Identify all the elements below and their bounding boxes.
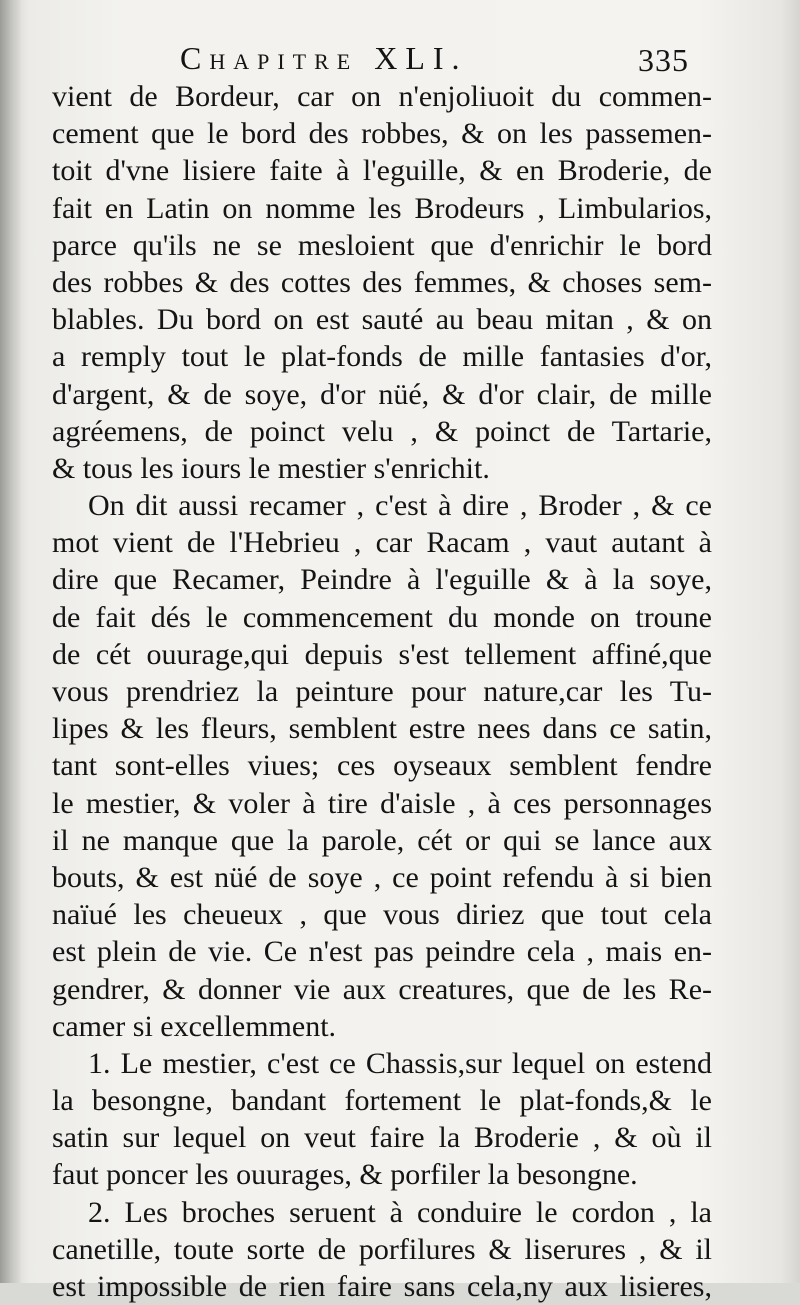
text-line: bouts, & est nüé de soye , ce point refendu à si bien (52, 860, 712, 894)
text-line: faut poncer les ouurages, & porfiler la besongne. (52, 1158, 638, 1192)
text-line: & tous les iours le mestier s'enrichit. (52, 451, 490, 485)
text-line: 2. Les broches seruent à conduire le cordon , la (88, 1195, 712, 1229)
text-line: toit d'vne lisiere faite à l'eguille, & en Broderie, de (52, 154, 712, 188)
text-line: des robbes & des cottes des femmes, & choses sem- (52, 265, 712, 299)
text-line: il ne manque que la parole, cét or qui se lance aux (52, 823, 712, 857)
page-number: 335 (638, 42, 689, 78)
running-head: Chapitre XLI. (180, 40, 468, 76)
text-line: gendrer, & donner vie aux creatures, que de les Re- (52, 972, 712, 1006)
text-line: canetille, toute sorte de porfilures & liserures , & il (52, 1232, 712, 1266)
text-line: de fait dés le commencement du monde on troune (52, 600, 712, 634)
text-line: est plein de vie. Ce n'est pas peindre cela , mais en- (52, 935, 712, 969)
text-line: parce qu'ils ne se mesloient que d'enrichir le bord (52, 228, 712, 262)
text-line: a remply tout le plat-fonds de mille fantasies d'or, (52, 340, 712, 374)
text-line: agréemens, de poinct velu , & poinct de Tartarie, (52, 414, 712, 448)
text-line: vous prendriez la peinture pour nature,car les Tu- (52, 675, 712, 708)
text-line: 1. Le mestier, c'est ce Chassis,sur lequel on estend (88, 1046, 712, 1080)
text-line: vient de Bordeur, car on n'enjoliuoit du commen- (52, 80, 712, 113)
text-line: satin sur lequel on veut faire la Broderie , & où il (52, 1121, 712, 1155)
text-line: la besongne, bandant fortement le plat-fonds,& le (52, 1084, 712, 1118)
text-line: est impossible de rien faire sans cela,ny aux lisieres, (52, 1270, 712, 1303)
text-line: de cét ouurage,qui depuis s'est tellement affiné,que (52, 637, 712, 671)
text-line: le mestier, & voler à tire d'aisle , à ces personnages (52, 786, 712, 820)
text-line: naïué les cheueux , que vous diriez que tout cela (52, 898, 712, 932)
text-line: dire que Recamer, Peindre à l'eguille & à la soye, (52, 563, 712, 597)
text-line: d'argent, & de soye, d'or nüé, & d'or clair, de mille (52, 377, 712, 411)
text-line: tant sont-elles viues; ces oyseaux semblent fendre (52, 749, 712, 783)
text-line: mot vient de l'Hebrieu , car Racam , vaut autant à (52, 526, 712, 560)
text-line: fait en Latin on nomme les Brodeurs , Limbularios, (52, 191, 712, 225)
text-line: lipes & les fleurs, semblent estre nees dans ce satin, (52, 712, 712, 746)
gutter-shadow (0, 0, 22, 1283)
text-line: camer si excellemment. (52, 1009, 337, 1043)
text-line: On dit aussi recamer , c'est à dire , Broder , & ce (88, 489, 712, 523)
body-text (52, 78, 712, 1305)
text-line: cement que le bord des robbes, & on les passemen- (52, 117, 712, 151)
text-line: blables. Du bord on est sauté au beau mitan , & on (52, 303, 712, 337)
